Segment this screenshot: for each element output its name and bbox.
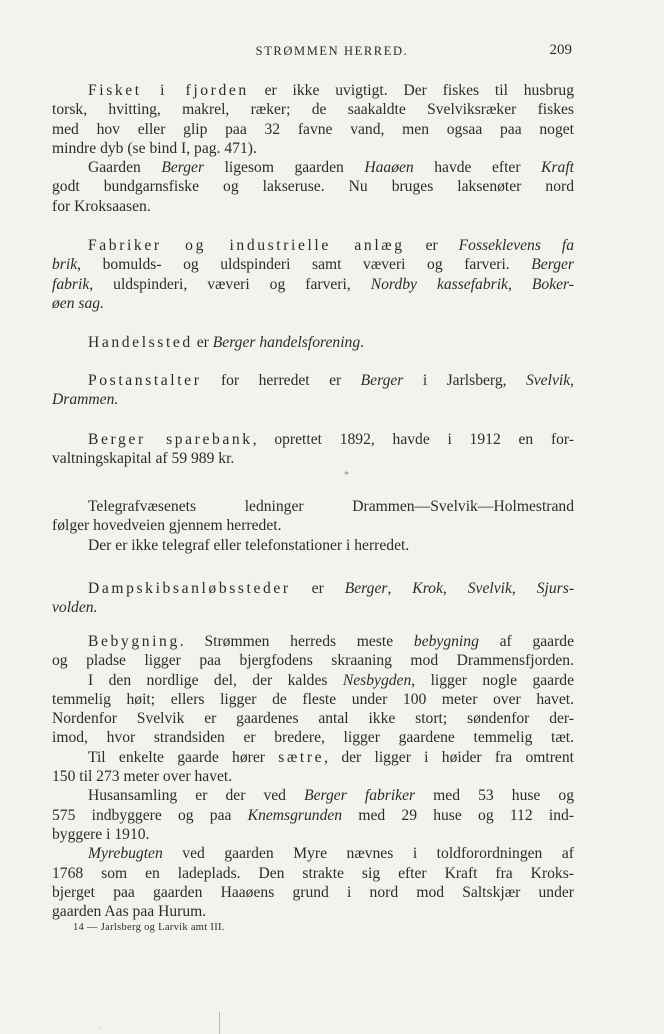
text-line: Telegrafvæsenets ledninger Drammen—Svelvik—Holmestrand — [88, 498, 574, 515]
text-line: Der er ikke telegraf eller telefonstationer i herredet. — [88, 536, 410, 554]
text-line: Til enkelte gaarde hører sætre, der ligger i høider fra omtrent — [88, 748, 574, 766]
page-number: 209 — [549, 42, 572, 58]
paragraph-factories — [52, 236, 574, 313]
text-line: Fabriker og industrielle anlæg er Fosseklevens fa — [88, 237, 574, 254]
paragraph-telegraph — [52, 497, 574, 555]
paragraph-steamship-stops — [52, 579, 574, 618]
paragraph-savings-bank — [52, 430, 574, 469]
text-line: Husansamling er der ved Berger fabriker med 53 huse og — [88, 787, 574, 805]
text-line: volden. — [52, 599, 98, 617]
page-header — [0, 44, 664, 64]
text-line: byggere i 1910. — [52, 825, 150, 843]
paragraph-settlement — [52, 632, 574, 921]
text-line: bjerget paa gaarden Haaøens grund i nord mod Saltskjær under — [52, 883, 574, 901]
text-line: Dampskibsanløbssteder er Berger, Krok, Svelvik, Sjurs- — [88, 580, 574, 597]
text-line: Handelssted er Berger handelsforening. — [88, 334, 365, 351]
dot-mark: . — [99, 1021, 102, 1031]
text-line: brik, bomulds- og uldspinderi samt væveri og farveri. Berger — [52, 256, 574, 274]
paragraph-berger-fishing — [52, 158, 574, 216]
text-line: fabrik, uldspinderi, væveri og farveri, Nordby kassefabrik, Boker- — [52, 275, 574, 293]
scan-artifact — [219, 1012, 220, 1034]
text-line: torsk, hvitting, makrel, ræker; de saakaldte Svelviksræker fiskes — [52, 101, 574, 119]
text-line: følger hovedveien gjennem herredet. — [52, 517, 282, 535]
text-line: Postanstalter for herredet er Berger i Jarlsberg, Svelvik, — [88, 372, 574, 389]
text-line: godt bundgarnsfiske og lakseruse. Nu bruges laksenøter nord — [52, 178, 574, 196]
text-line: Nordenfor Svelvik er gaardenes antal ikke stort; søndenfor der- — [52, 710, 574, 728]
text-line: gaarden Aas paa Hurum. — [52, 903, 207, 921]
paragraph-fishing — [52, 81, 574, 158]
text-line: med hov eller glip paa 32 favne vand, men ogsaa paa noget — [52, 120, 574, 138]
text-line: temmelig høit; ellers ligger de fleste under 100 meter over havet. — [52, 690, 574, 708]
text-line: mindre dyb (se bind I, pag. 471). — [52, 139, 257, 157]
text-line: Myrebugten ved gaarden Myre nævnes i toldforordningen af — [88, 845, 574, 863]
paragraph-trade — [52, 333, 574, 352]
text-line: Gaarden Berger ligesom gaarden Haaøen havde efter Kraft — [88, 159, 574, 176]
signature-footer: 14 — Jarlsberg og Larvik amt III. — [73, 922, 225, 933]
text-line: valtningskapital af 59 989 kr. — [52, 450, 235, 468]
text-line: Drammen. — [52, 391, 119, 409]
text-line: Berger sparebank, oprettet 1892, havde i 1912 en for- — [88, 431, 574, 448]
text-line: I den nordlige del, der kaldes Nesbygden, ligger nogle gaarde — [88, 671, 574, 689]
asterisk-mark: * — [344, 470, 349, 481]
text-line: øen sag. — [52, 294, 104, 312]
text-line: Fisket i fjorden er ikke uvigtigt. Der fiskes til husbrug — [88, 82, 574, 99]
text-line: 1768 som en ladeplads. Den strakte sig efter Kraft fra Kroks- — [52, 864, 574, 882]
text-line: for Kroksaasen. — [52, 197, 151, 215]
text-line: imod, hvor strandsiden er bredere, ligger gaardene temmelig tæt. — [52, 729, 574, 747]
text-line: Bebygning. Strømmen herreds meste bebygning af gaarde — [88, 633, 574, 650]
text-line: 150 til 273 meter over havet. — [52, 768, 233, 786]
running-title: STRØMMEN HERRED. — [255, 44, 409, 58]
text-line: 575 indbyggere og paa Knemsgrunden med 29 huse og 112 ind- — [52, 806, 574, 824]
paragraph-post — [52, 371, 574, 410]
text-line: og pladse ligger paa bjergfodens skraaning mod Drammensfjorden. — [52, 652, 574, 670]
